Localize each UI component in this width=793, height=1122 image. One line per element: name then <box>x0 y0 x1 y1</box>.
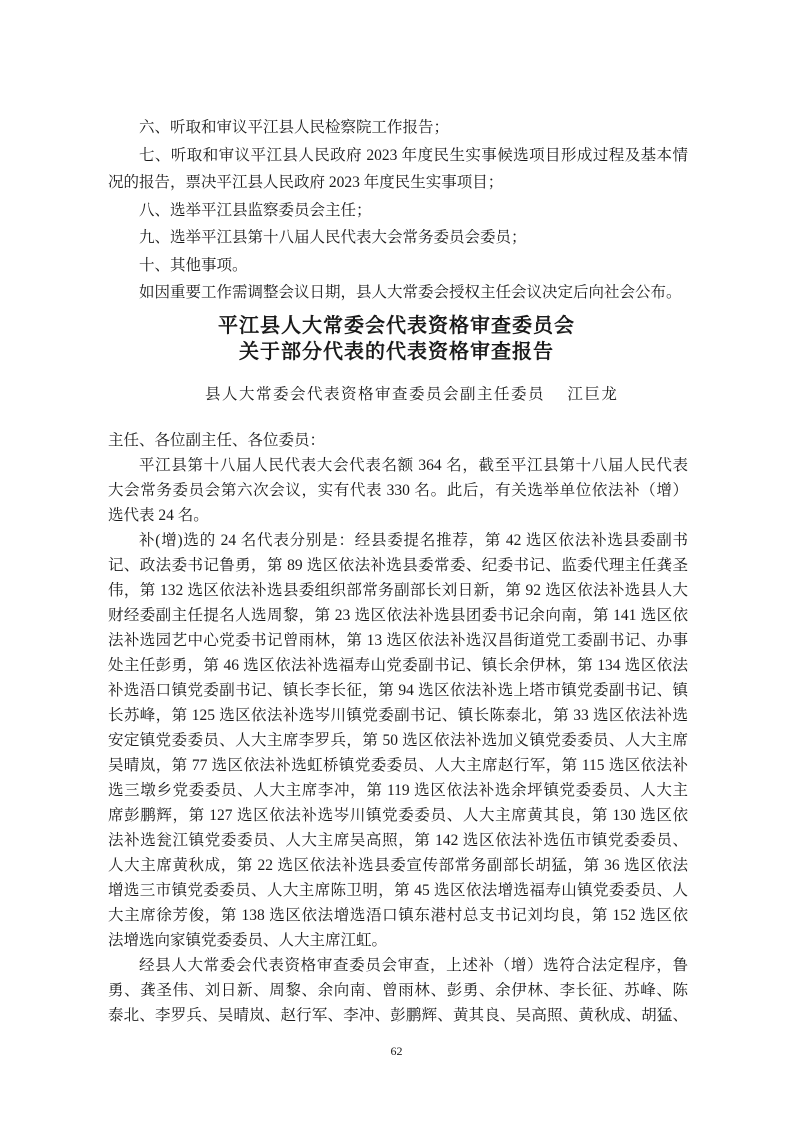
text-line: 泰北、李罗兵、吴晴岚、赵行军、李冲、彭鹏辉、黄其良、吴高照、黄秋成、胡猛、 <box>108 1007 688 1024</box>
text-line: 伟，第 132 选区依法补选县委组织部常务副部长刘日新，第 92 选区依法补选县人大 <box>108 582 688 599</box>
text-line: 选代表 24 名。 <box>108 507 209 524</box>
text-line: 法补选瓮江镇党委委员、人大主席吴高照，第 142 选区依法补选伍市镇党委委员、 <box>108 832 688 849</box>
text-line: 安定镇党委委员、人大主席李罗兵，第 50 选区依法补选加义镇党委委员、人大主席 <box>108 732 688 749</box>
report-title-line-2: 关于部分代表的代表资格审查报告 <box>239 341 554 363</box>
text-line: 九、选举平江县第十八届人民代表大会常务委员会委员； <box>139 229 527 246</box>
text-line: 记、政法委书记鲁勇，第 89 选区依法补选县委常委、纪委书记、监委代理主任龚圣 <box>108 557 688 574</box>
text-line: 增选三市镇党委委员、人大主席陈卫明，第 45 选区依法增选福寿山镇党委委员、人 <box>108 882 688 899</box>
text-line: 人大主席黄秋成，第 22 选区依法补选县委宣传部常务副部长胡猛，第 36 选区依法 <box>108 857 688 874</box>
text-line: 十、其他事项。 <box>139 256 248 274</box>
text-line: 补选浯口镇党委副书记、镇长李长征，第 94 选区依法补选上塔市镇党委副书记、镇 <box>108 682 688 699</box>
text-line: 席彭鹏辉，第 127 选区依法补选岑川镇党委委员、人大主席黄其良，第 130 选区依 <box>108 807 688 824</box>
text-line: 长苏峰，第 125 选区依法补选岑川镇党委副书记、镇长陈泰北，第 33 选区依法补选 <box>108 707 688 724</box>
text-line: 八、选举平江县监察委员会主任； <box>139 201 372 219</box>
text-line: 大主席徐芳俊，第 138 选区依法增选浯口镇东港村总支书记刘均良，第 152 选区依 <box>108 907 688 924</box>
page-number: 62 <box>390 1044 403 1058</box>
report-body <box>108 428 688 1028</box>
text-line: 经县人大常委会代表资格审查委员会审查，上述补（增）选符合法定程序，鲁 <box>139 957 688 974</box>
text-line: 补(增)选的 24 名代表分别是：经县委提名推荐，第 42 选区依法补选县委副书 <box>139 532 688 549</box>
report-author: 县人大常委会代表资格审查委员会副主任委员 江巨龙 <box>205 386 619 403</box>
agenda-list <box>108 114 688 307</box>
text-line: 选三墩乡党委委员、人大主席李冲，第 119 选区依法补选余坪镇党委委员、人大主 <box>108 782 688 799</box>
salutation: 主任、各位副主任、各位委员： <box>108 432 326 449</box>
text-line: 处主任彭勇，第 46 选区依法补选福寿山党委副书记、镇长余伊林，第 134 选区依法 <box>108 657 688 674</box>
text-line: 财经委副主任提名人选周黎，第 23 选区依法补选县团委书记余向南，第 141 选区依 <box>108 607 688 624</box>
text-line: 六、听取和审议平江县人民检察院工作报告； <box>139 119 450 136</box>
text-line: 法补选园艺中心党委书记曾雨林，第 13 选区依法补选汉昌街道党工委副书记、办事 <box>108 632 688 649</box>
text-line: 平江县第十八届人民代表大会代表名额 364 名，截至平江县第十八届人民代表 <box>139 457 688 474</box>
text-line: 如因重要工作需调整会议日期，县人大常委会授权主任会议决定后向社会公布。 <box>139 284 682 301</box>
text-line: 况的报告，票决平江县人民政府 2023 年度民生实事项目； <box>108 174 504 191</box>
report-title-line-1: 平江县人大常委会代表资格审查委员会 <box>218 315 575 337</box>
text-line: 吴晴岚，第 77 选区依法补选虹桥镇党委委员、人大主席赵行军，第 115 选区依法补 <box>108 757 688 774</box>
text-line: 七、听取和审议平江县人民政府 2023 年度民生实事候选项目形成过程及基本情 <box>139 146 688 164</box>
text-line: 大会常务委员会第六次会议，实有代表 330 名。此后，有关选举单位依法补（增） <box>108 482 688 499</box>
text-line: 勇、龚圣伟、刘日新、周黎、余向南、曾雨林、彭勇、余伊林、李长征、苏峰、陈 <box>108 982 688 999</box>
text-line: 法增选向家镇党委委员、人大主席江虹。 <box>108 932 388 949</box>
